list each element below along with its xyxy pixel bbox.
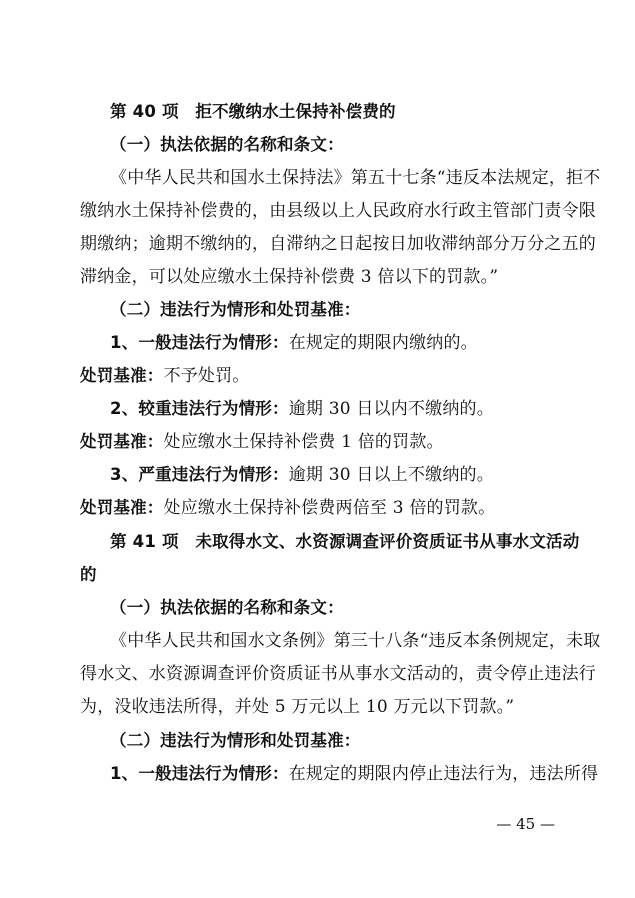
criteria-text: 在规定的期限内缴纳的。 [288,333,478,353]
penalty-line [80,364,560,388]
paragraph-line: 期缴纳；逾期不缴纳的，自滞纳之日起按日加收滞纳部分万分之五的 [80,234,596,254]
penalty-text: 不予处罚。 [163,366,250,386]
penalty-label: 处罚基准： [80,498,164,517]
criteria-text: 逾期 30 日以内不缴纳的。 [288,399,494,419]
criteria-text: 逾期 30 日以上不缴纳的。 [288,465,494,485]
paragraph-line: 《中华人民共和国水土保持法》第五十七条“违反本法规定，拒不 [110,168,601,188]
criteria-line [110,331,590,355]
criteria-label: 1、一般违法行为情形： [110,764,289,783]
criteria-line [110,762,599,786]
page-number: — 45 — [496,815,555,833]
penalty-line [80,496,560,520]
paragraph-line: 为，没收违法所得，并处 5 万元以上 10 万元以下罚款。” [80,697,515,717]
criteria-line [110,397,590,421]
paragraph-line: 《中华人民共和国水文条例》第三十八条“违反本条例规定，未取 [110,631,601,651]
criteria-label: 1、一般违法行为情形： [110,333,289,352]
section-heading-standards: （二）违法行为情形和处罚基准： [110,300,361,319]
penalty-text: 处应缴水土保持补偿费 1 倍的罚款。 [163,432,444,452]
criteria-line [110,463,590,487]
penalty-label: 处罚基准： [80,432,164,451]
section-heading-basis: （一）执法依据的名称和条文： [110,598,344,617]
criteria-label: 3、严重违法行为情形： [110,465,289,484]
penalty-text: 处应缴水土保持补偿费两倍至 3 倍的罚款。 [163,498,496,518]
paragraph-line: 滞纳金，可以处应缴水土保持补偿费 3 倍以下的罚款。” [80,267,499,287]
criteria-text: 在规定的期限内停止违法行为，违法所得 [288,764,599,784]
section-heading-standards: （二）违法行为情形和处罚基准： [110,731,361,750]
item-41-title: 第 41 项 未取得水文、水资源调查评价资质证书从事水文活动 [110,532,580,551]
penalty-line [80,430,560,454]
section-heading-basis: （一）执法依据的名称和条文： [110,135,344,154]
criteria-label: 2、较重违法行为情形： [110,399,289,418]
item-41-title-continued: 的 [80,565,97,584]
penalty-label: 处罚基准： [80,366,164,385]
paragraph-line: 缴纳水土保持补偿费的，由县级以上人民政府水行政主管部门责令限 [80,201,596,221]
paragraph-line: 得水文、水资源调查评价资质证书从事水文活动的，责令停止违法行 [80,664,596,684]
item-40-title: 第 40 项 拒不缴纳水土保持补偿费的 [110,102,396,121]
